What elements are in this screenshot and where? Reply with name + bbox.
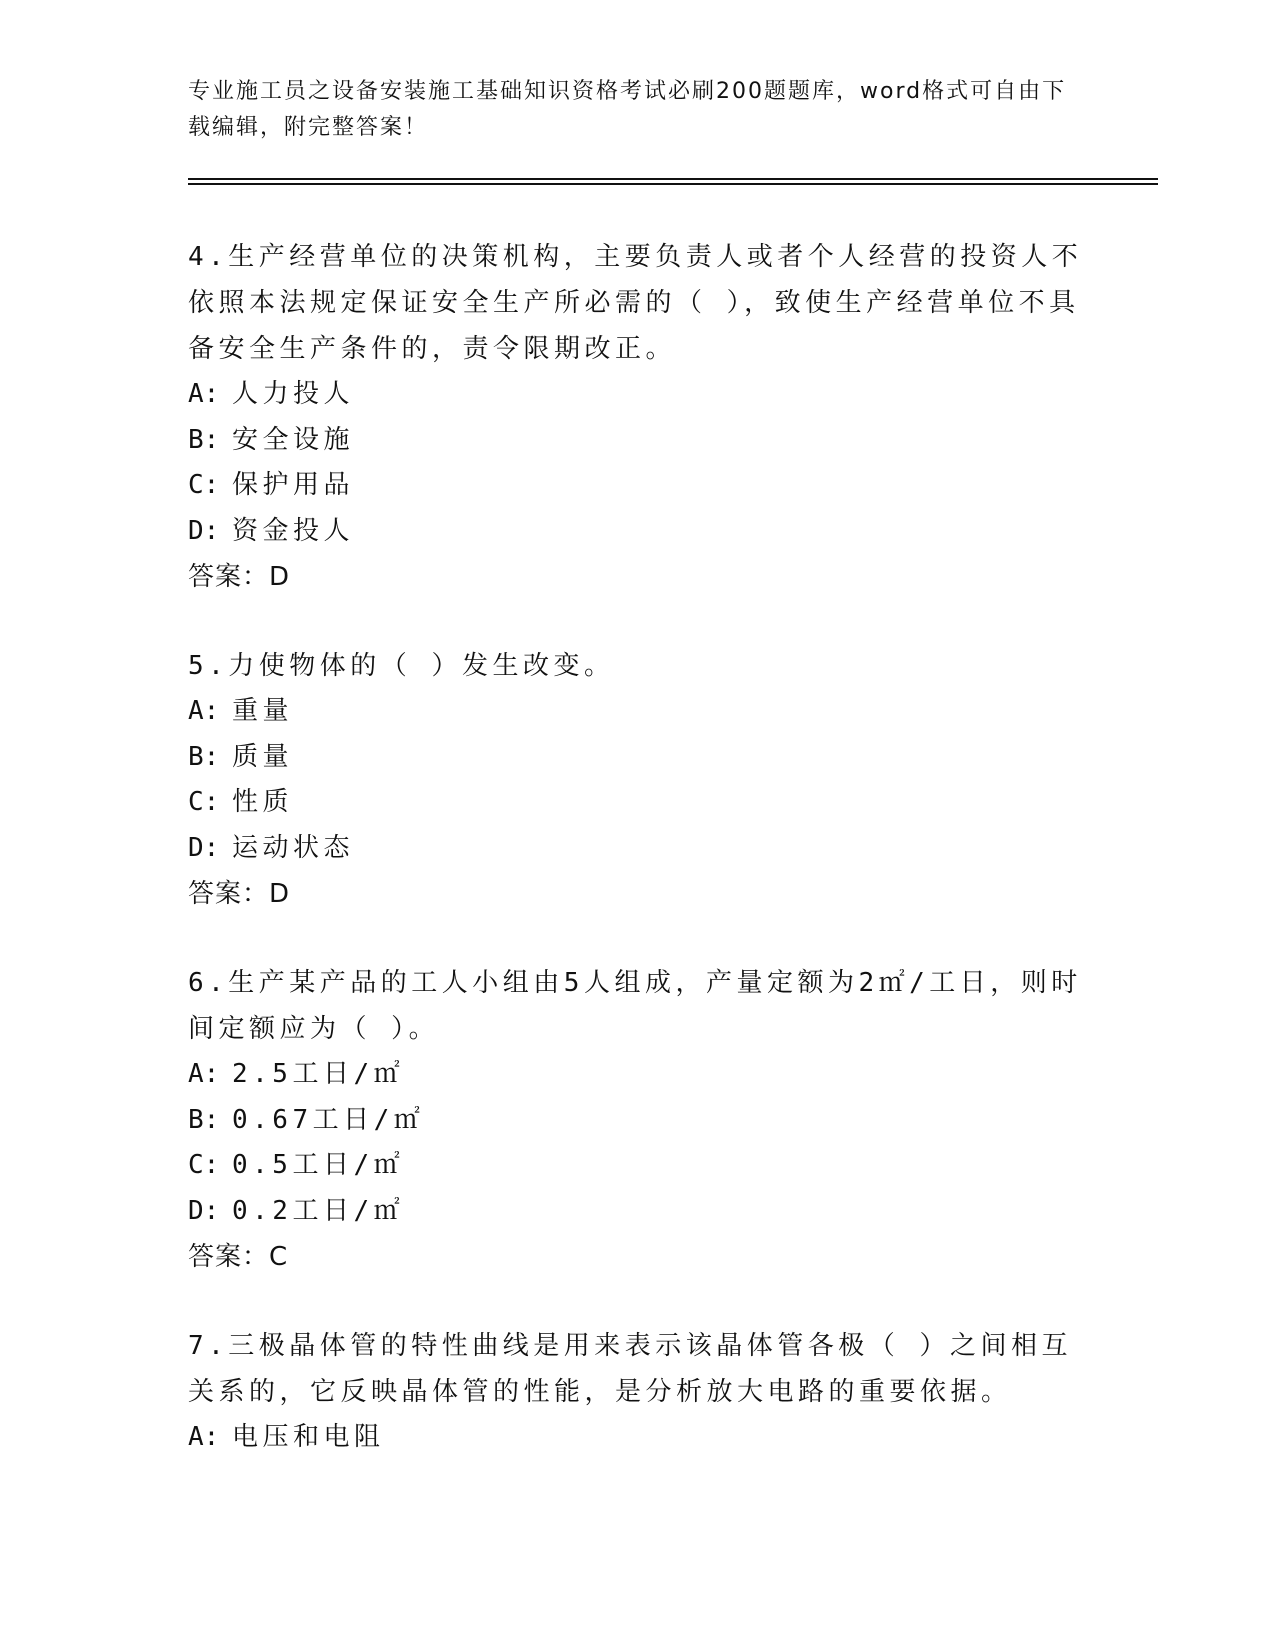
question-6	[188, 960, 1088, 1280]
question-7	[188, 1323, 1088, 1461]
document-header: 专业施工员之设备安装施工基础知识资格考试必刷200题题库，word格式可自由下载编辑，附完整答案！	[188, 79, 1067, 140]
question-gap	[188, 600, 1088, 643]
question-stem: 6.生产某产品的工人小组由5人组成，产量定额为2㎡/工日，则时间定额应为（ ）。	[188, 968, 1082, 1044]
option-c	[188, 1143, 1088, 1189]
option-text: 人力投人	[232, 379, 355, 409]
question-stem: 4.生产经营单位的决策机构，主要负责人或者个人经营的投资人不依照本法规定保证安全生产所必需的（ ），致使生产经营单位不具备安全生产条件的，责令限期改正。	[188, 242, 1083, 364]
option-letter: C:	[188, 787, 220, 817]
option-b	[188, 1098, 1088, 1144]
option-d	[188, 509, 1088, 555]
question-4	[188, 234, 1088, 600]
option-c	[188, 780, 1088, 826]
option-letter: A:	[188, 1059, 220, 1089]
question-list	[188, 234, 1088, 1461]
header-rule-bottom	[188, 183, 1158, 185]
option-text: 电压和电阻	[232, 1422, 385, 1452]
option-text: 安全设施	[232, 424, 355, 455]
option-d	[188, 1189, 1088, 1235]
answer-line: 答案：D	[188, 879, 291, 909]
answer-line: 答案：D	[188, 562, 291, 592]
question-stem: 5.力使物体的（ ）发生改变。	[188, 651, 615, 681]
option-text: 运动状态	[232, 832, 355, 863]
option-text: 2.5工日/㎡	[232, 1059, 405, 1089]
option-letter: B:	[188, 741, 220, 772]
option-letter: D:	[188, 1195, 220, 1226]
option-letter: A:	[188, 696, 220, 726]
option-a	[188, 1052, 1088, 1098]
option-letter: A:	[188, 1422, 220, 1452]
question-gap	[188, 917, 1088, 960]
option-letter: C:	[188, 470, 220, 500]
option-text: 保护用品	[232, 470, 355, 500]
question-gap	[188, 1280, 1088, 1323]
question-5	[188, 643, 1088, 917]
option-letter: D:	[188, 515, 220, 546]
option-letter: D:	[188, 832, 220, 863]
option-a	[188, 689, 1088, 735]
option-text: 性质	[232, 787, 294, 817]
option-letter: B:	[188, 1104, 220, 1135]
option-b	[188, 735, 1088, 781]
option-a	[188, 372, 1088, 418]
option-text: 0.2工日/㎡	[232, 1195, 405, 1226]
header-rule-top	[188, 178, 1158, 180]
answer-line: 答案：C	[188, 1242, 289, 1272]
option-letter: B:	[188, 424, 220, 455]
option-a	[188, 1415, 1088, 1461]
option-text: 重量	[232, 696, 294, 726]
option-c	[188, 463, 1088, 509]
question-stem: 7.三极晶体管的特性曲线是用来表示该晶体管各极（ ）之间相互关系的，它反映晶体管的性能，是分析放大电路的重要依据。	[188, 1331, 1072, 1407]
option-text: 资金投人	[232, 515, 355, 546]
option-b	[188, 418, 1088, 464]
option-d	[188, 826, 1088, 872]
option-text: 质量	[232, 741, 294, 772]
option-text: 0.67工日/㎡	[232, 1104, 425, 1135]
option-letter: A:	[188, 379, 220, 409]
option-text: 0.5工日/㎡	[232, 1150, 405, 1180]
option-letter: C:	[188, 1150, 220, 1180]
